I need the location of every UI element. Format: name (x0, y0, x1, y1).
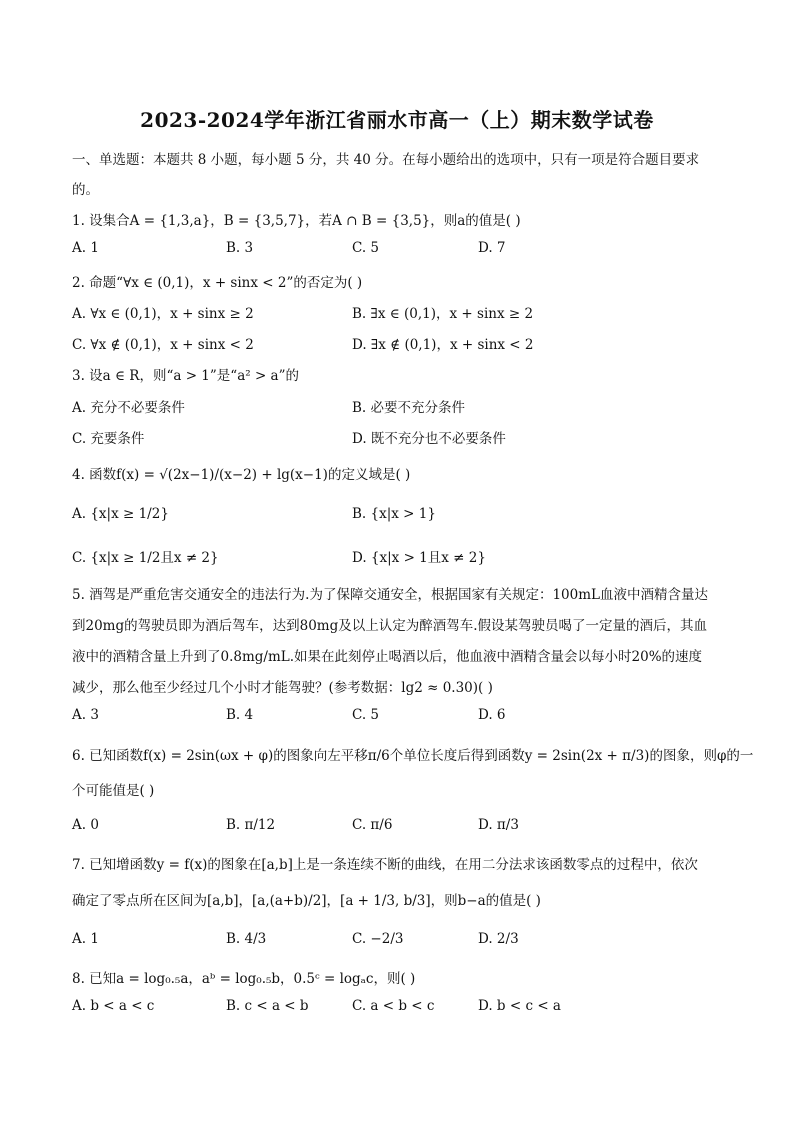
question-5-stem-line-1: 5. 酒驾是严重危害交通安全的违法行为.为了保障交通安全，根据国家有关规定：100mL血液中酒精含量达 (72, 587, 708, 603)
question-6-option-b: B. π/12 (226, 817, 276, 833)
question-8-option-b: B. c < a < b (226, 998, 309, 1014)
question-5-stem-line-3: 液中的酒精含量上升到了0.8mg/mL.如果在此刻停止喝酒以后，他血液中酒精含量会以每小时20%的速度 (72, 649, 703, 665)
question-1-option-d: D. 7 (478, 240, 506, 256)
question-5-stem-line-4: 减少，那么他至少经过几个小时才能驾驶？(参考数据：lg2 ≈ 0.30)( ) (72, 680, 493, 696)
question-2-option-d: D. ∃x ∉ (0,1)，x + sinx < 2 (352, 337, 534, 353)
question-7-option-a: A. 1 (72, 931, 99, 947)
question-5-stem-line-2: 到20mg的驾驶员即为酒后驾车，达到80mg及以上认定为醉酒驾车.假设某驾驶员喝了一定量的酒后，其血 (72, 618, 708, 634)
question-8-option-c: C. a < b < c (352, 998, 435, 1014)
question-6-option-a: A. 0 (72, 817, 99, 833)
question-2-option-c: C. ∀x ∉ (0,1)，x + sinx < 2 (72, 337, 254, 353)
question-2-stem: 2. 命题“∀x ∈ (0,1)，x + sinx < 2”的否定为( ) (72, 275, 363, 291)
question-3-option-d: D. 既不充分也不必要条件 (352, 431, 506, 447)
question-6-stem-line-2: 个可能值是( ) (72, 783, 155, 799)
question-6-stem-line-1: 6. 已知函数f(x) = 2sin(ωx + φ)的图象向左平移π/6个单位长度后得到函数y = 2sin(2x + π/3)的图象，则φ的一 (72, 748, 754, 764)
section-heading: 一、单选题：本题共 8 小题，每小题 5 分，共 40 分。在每小题给出的选项中，只有一项是符合题目要求 (72, 152, 700, 168)
question-5-option-c: C. 5 (352, 707, 380, 723)
question-2-option-a: A. ∀x ∈ (0,1)，x + sinx ≥ 2 (72, 306, 254, 322)
question-7-stem-line-1: 7. 已知增函数y = f(x)的图象在[a,b]上是一条连续不断的曲线，在用二分法求该函数零点的过程中，依次 (72, 857, 698, 873)
question-7-option-b: B. 4/3 (226, 931, 267, 947)
question-7-option-d: D. 2/3 (478, 931, 519, 947)
question-1-option-c: C. 5 (352, 240, 380, 256)
question-6-option-c: C. π/6 (352, 817, 393, 833)
question-4-option-d: D. {x|x > 1且x ≠ 2} (352, 550, 486, 566)
page-title: 2023-2024学年浙江省丽水市高一（上）期末数学试卷 (140, 108, 654, 132)
question-8-option-a: A. b < a < c (72, 998, 155, 1014)
question-4-option-a: A. {x|x ≥ 1/2} (72, 506, 169, 522)
question-8-stem: 8. 已知a = log₀.₅a，aᵇ = log₀.₅b，0.5ᶜ = logₐc，则( ) (72, 971, 416, 987)
question-4-option-b: B. {x|x > 1} (352, 506, 436, 522)
question-3-stem: 3. 设a ∈ R，则“a > 1”是“a² > a”的 (72, 368, 300, 384)
question-1-option-a: A. 1 (72, 240, 99, 256)
question-5-option-d: D. 6 (478, 707, 506, 723)
question-4-stem: 4. 函数f(x) = √(2x−1)/(x−2) + lg(x−1)的定义域是( ) (72, 467, 411, 483)
question-7-option-c: C. −2/3 (352, 931, 404, 947)
question-2-option-b: B. ∃x ∈ (0,1)，x + sinx ≥ 2 (352, 306, 534, 322)
question-3-option-b: B. 必要不充分条件 (352, 400, 466, 416)
question-7-stem-line-2: 确定了零点所在区间为[a,b]，[a,(a+b)/2]，[a + 1/3, b/3]，则b−a的值是( ) (72, 893, 541, 909)
question-3-option-c: C. 充要条件 (72, 431, 145, 447)
question-3-option-a: A. 充分不必要条件 (72, 400, 185, 416)
section-heading-cont: 的。 (72, 182, 99, 198)
question-8-option-d: D. b < c < a (478, 998, 561, 1014)
question-6-option-d: D. π/3 (478, 817, 519, 833)
question-5-option-b: B. 4 (226, 707, 254, 723)
question-4-option-c: C. {x|x ≥ 1/2且x ≠ 2} (72, 550, 219, 566)
question-1-stem: 1. 设集合A = {1,3,a}，B = {3,5,7}，若A ∩ B = {3,5}，则a的值是( ) (72, 213, 521, 229)
question-5-option-a: A. 3 (72, 707, 99, 723)
question-1-option-b: B. 3 (226, 240, 254, 256)
